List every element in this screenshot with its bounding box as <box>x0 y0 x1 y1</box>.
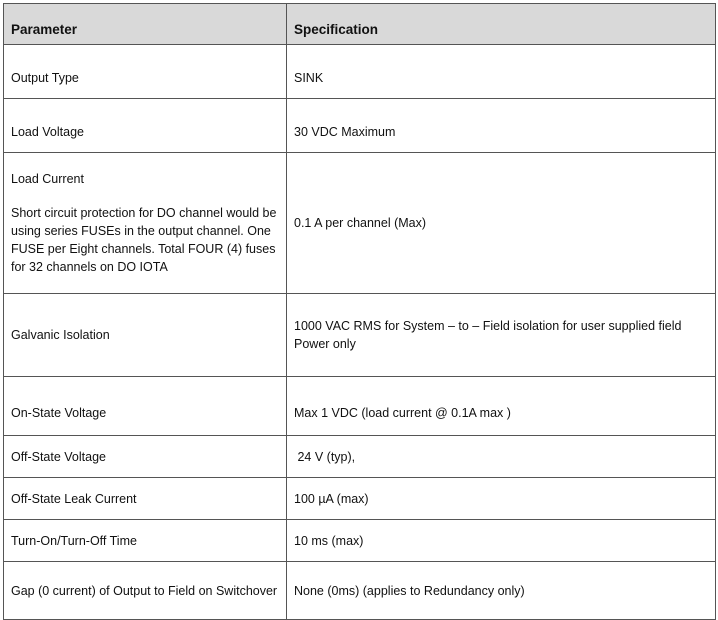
table-row-galvanic-isolation <box>4 294 716 377</box>
table-row-off-state-leak-current <box>4 478 716 520</box>
param-off-state-leak-current: Off-State Leak Current <box>4 478 287 520</box>
spec-load-voltage: 30 VDC Maximum <box>287 99 716 153</box>
table-header-row <box>4 4 716 45</box>
spec-gap-output-switchover: None (0ms) (applies to Redundancy only) <box>287 562 716 620</box>
param-on-state-voltage: On-State Voltage <box>4 377 287 436</box>
param-turn-on-off-time: Turn-On/Turn-Off Time <box>4 520 287 562</box>
table-row-load-current <box>4 153 716 294</box>
param-load-voltage: Load Voltage <box>4 99 287 153</box>
table-row-turn-on-off-time <box>4 520 716 562</box>
table-row-output-type <box>4 45 716 99</box>
table-row-load-voltage <box>4 99 716 153</box>
param-load-current-note: Short circuit protection for DO channel would be using series FUSEs in the output channel. One FUSE per Eight channels. Total FOUR (4) fuses for 32 channels on DO IOTA <box>11 206 277 274</box>
spec-output-type: SINK <box>287 45 716 99</box>
spec-off-state-leak-current: 100 µA (max) <box>287 478 716 520</box>
table-row-gap-output-switchover <box>4 562 716 620</box>
param-load-current-cell <box>4 153 287 294</box>
param-galvanic-isolation: Galvanic Isolation <box>4 294 287 377</box>
table-row-off-state-voltage <box>4 436 716 478</box>
header-parameter: Parameter <box>4 4 287 45</box>
spec-off-state-voltage: 24 V (typ), <box>287 436 716 478</box>
param-load-current: Load Current <box>11 172 84 186</box>
spec-turn-on-off-time: 10 ms (max) <box>287 520 716 562</box>
table-row-on-state-voltage <box>4 377 716 436</box>
param-output-type: Output Type <box>4 45 287 99</box>
param-off-state-voltage: Off-State Voltage <box>4 436 287 478</box>
spec-load-current: 0.1 A per channel (Max) <box>287 153 716 294</box>
param-gap-output-switchover: Gap (0 current) of Output to Field on Switchover <box>4 562 287 620</box>
specification-table <box>3 3 716 620</box>
spec-on-state-voltage: Max 1 VDC (load current @ 0.1A max ) <box>287 377 716 436</box>
spec-galvanic-isolation: 1000 VAC RMS for System – to – Field isolation for user supplied field Power only <box>287 294 716 377</box>
header-specification: Specification <box>287 4 716 45</box>
